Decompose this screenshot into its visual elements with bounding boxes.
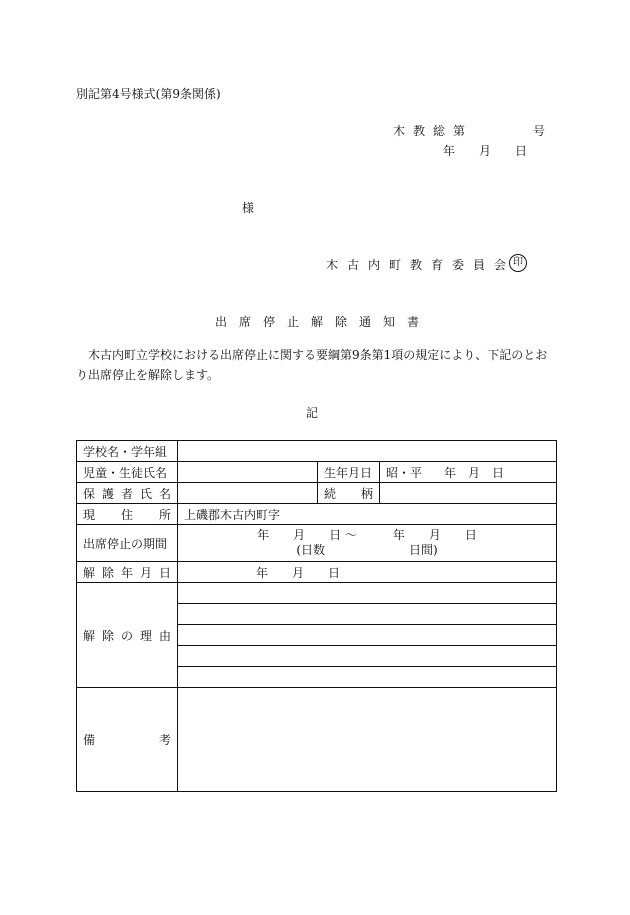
release-date-label: 解除年月日 xyxy=(77,562,178,583)
notice-form-table xyxy=(76,440,557,792)
document-title: 出席停止解除通知書 xyxy=(215,315,432,329)
release-date-field[interactable]: 年 月 日 xyxy=(178,562,557,583)
period-row xyxy=(77,525,557,562)
guardian-row xyxy=(77,483,557,504)
birth-date-field[interactable] xyxy=(380,462,557,483)
reason-line[interactable] xyxy=(178,667,557,688)
address-row xyxy=(77,504,557,525)
remarks-field[interactable] xyxy=(178,688,557,792)
birth-date-label: 生年月日 xyxy=(318,462,380,483)
guardian-name-label: 保護者氏名 xyxy=(77,483,178,504)
period-label: 出席停止の期間 xyxy=(77,525,178,562)
address-label: 現住所 xyxy=(77,504,178,525)
release-date-row xyxy=(77,562,557,583)
reason-line[interactable] xyxy=(178,604,557,625)
school-row xyxy=(77,441,557,462)
document-date: 年 月 日 xyxy=(443,144,534,158)
student-name-label: 児童・生徒氏名 xyxy=(77,462,178,483)
address-field[interactable]: 上磯郡木古内町字 xyxy=(178,504,557,525)
period-dates: 年 月 日 〜 年 月 日 xyxy=(257,528,477,542)
remarks-label: 備考 xyxy=(77,688,178,792)
relation-field[interactable] xyxy=(380,483,557,504)
seal-mark: 印 xyxy=(509,254,527,272)
reason-line[interactable] xyxy=(178,583,557,604)
period-days: (日数 日間) xyxy=(296,543,438,557)
form-reference: 別記第4号様式(第9条関係) xyxy=(76,87,221,101)
reason-line[interactable] xyxy=(178,646,557,667)
addressee-suffix: 様 xyxy=(242,201,255,215)
student-row xyxy=(77,462,557,483)
remarks-row xyxy=(77,688,557,792)
body-paragraph: 木古内町立学校における出席停止に関する要綱第9条第1項の規定により、下記のとおり出席停止を解除します。 xyxy=(76,348,548,382)
ki-heading: 記 xyxy=(306,406,319,420)
reason-row xyxy=(77,583,557,604)
document-number: 木教総第 号 xyxy=(393,124,554,138)
school-field[interactable] xyxy=(178,441,557,462)
era-option: 昭・平 xyxy=(386,465,423,480)
student-name-field[interactable] xyxy=(178,462,318,483)
period-field[interactable] xyxy=(178,525,557,562)
issuer-name: 木古内町教育委員会 xyxy=(326,258,516,272)
school-label: 学校名・学年組 xyxy=(77,441,178,462)
reason-label: 解除の理由 xyxy=(77,583,178,688)
guardian-name-field[interactable] xyxy=(178,483,318,504)
relation-label: 続柄 xyxy=(318,483,380,504)
reason-line[interactable] xyxy=(178,625,557,646)
birth-date-blank: 年 月 日 xyxy=(444,465,505,480)
